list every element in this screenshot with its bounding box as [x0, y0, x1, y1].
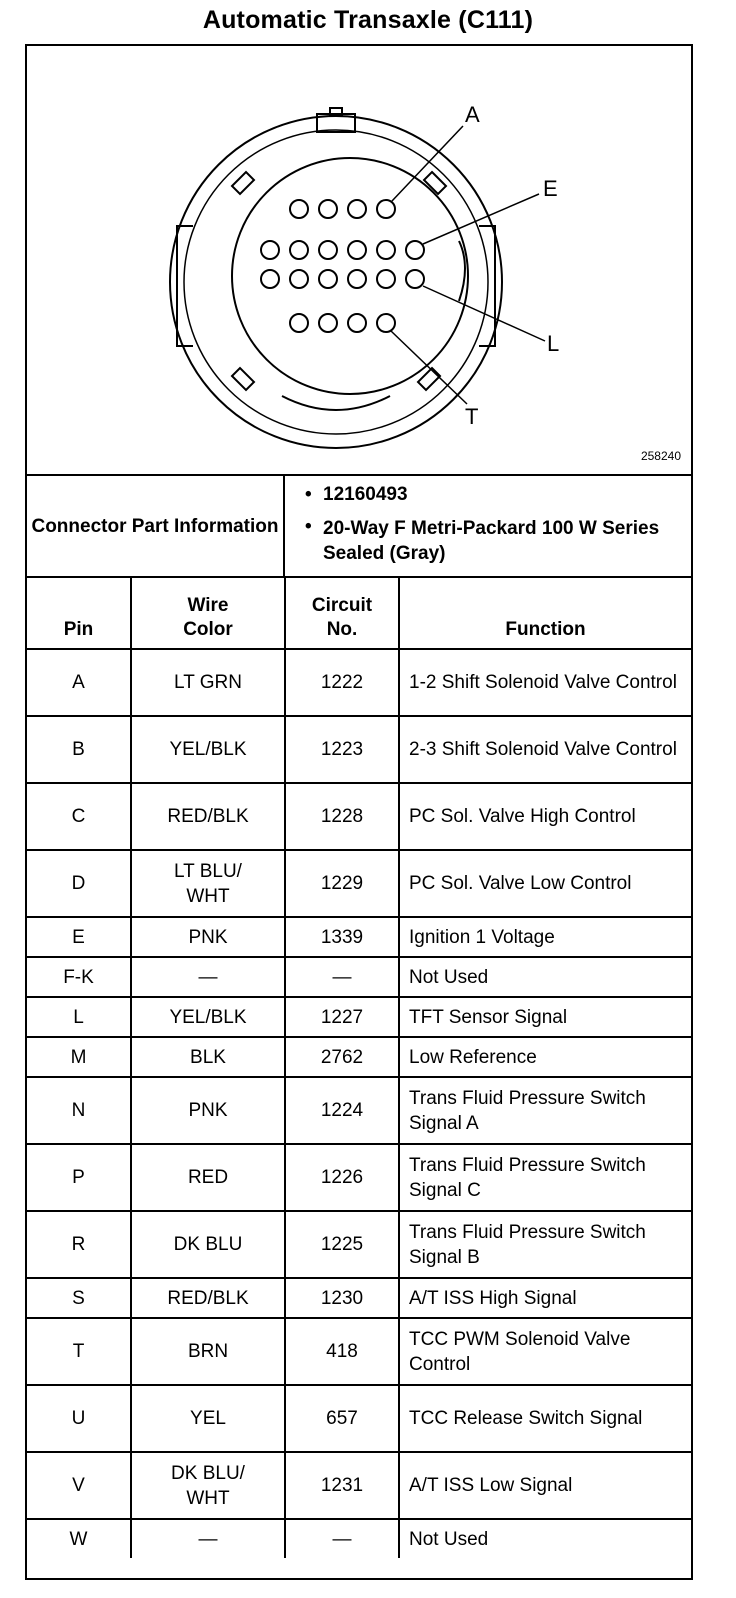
wire-color-cell: YEL [131, 1385, 285, 1452]
circuit-cell: 1222 [285, 649, 399, 716]
table-row [27, 1452, 691, 1519]
wire-color-cell: RED [131, 1144, 285, 1211]
table-row [27, 1318, 691, 1385]
table-row [27, 957, 691, 997]
pinout-table [27, 578, 691, 1558]
wire-color-cell: PNK [131, 1077, 285, 1144]
table-row [27, 716, 691, 783]
header-wire-color: Wire Color [131, 578, 285, 649]
leader-t [391, 331, 467, 404]
connector-info-details [285, 476, 691, 576]
connector-face-drawing [27, 46, 691, 474]
pin-cavities [261, 200, 424, 332]
circuit-cell: 1339 [285, 917, 399, 957]
circuit-cell: — [285, 957, 399, 997]
function-cell: 2-3 Shift Solenoid Valve Control [399, 716, 691, 783]
connector-diagram [27, 46, 691, 476]
wire-color-cell: YEL/BLK [131, 716, 285, 783]
function-cell: Low Reference [399, 1037, 691, 1077]
circuit-cell: — [285, 1519, 399, 1558]
header-pin: Pin [27, 578, 131, 649]
pin-cell: U [27, 1385, 131, 1452]
function-cell: A/T ISS Low Signal [399, 1452, 691, 1519]
function-cell: A/T ISS High Signal [399, 1278, 691, 1318]
wire-color-cell: — [131, 1519, 285, 1558]
circuit-cell: 1227 [285, 997, 399, 1037]
wire-color-cell: DK BLU [131, 1211, 285, 1278]
wire-color-cell: RED/BLK [131, 1278, 285, 1318]
pin-cell: N [27, 1077, 131, 1144]
table-row [27, 1037, 691, 1077]
pin-cell: W [27, 1519, 131, 1558]
pin-cell: V [27, 1452, 131, 1519]
wire-color-cell: RED/BLK [131, 783, 285, 850]
function-cell: Trans Fluid Pressure Switch Signal B [399, 1211, 691, 1278]
function-cell: Ignition 1 Voltage [399, 917, 691, 957]
pin-cell: A [27, 649, 131, 716]
page-title: Automatic Transaxle (C111) [202, 6, 534, 34]
callout-a: A [465, 102, 480, 127]
callout-l: L [547, 331, 560, 356]
table-row [27, 1144, 691, 1211]
connector-part-info [27, 476, 691, 578]
function-cell: Not Used [399, 957, 691, 997]
wire-color-cell: BRN [131, 1318, 285, 1385]
connector-type: 20-Way F Metri-Packard 100 W Series Sealed (Gray) [323, 518, 660, 564]
wire-color-cell: — [131, 957, 285, 997]
callout-t: T [465, 404, 479, 429]
circuit-cell: 1226 [285, 1144, 399, 1211]
figure-number: 258240 [640, 449, 681, 463]
pin-cell: E [27, 917, 131, 957]
notch-left-bottom [232, 368, 254, 390]
circuit-cell: 1224 [285, 1077, 399, 1144]
function-cell: PC Sol. Valve Low Control [399, 850, 691, 917]
pin-cell: P [27, 1144, 131, 1211]
function-cell: Trans Fluid Pressure Switch Signal C [399, 1144, 691, 1211]
function-cell: TCC Release Switch Signal [399, 1385, 691, 1452]
part-number: 12160493 [323, 484, 408, 505]
circuit-cell: 1229 [285, 850, 399, 917]
function-cell: 1-2 Shift Solenoid Valve Control [399, 649, 691, 716]
wire-color-cell: PNK [131, 917, 285, 957]
table-row [27, 1519, 691, 1558]
function-cell: PC Sol. Valve High Control [399, 783, 691, 850]
table-row [27, 850, 691, 917]
table-row [27, 1385, 691, 1452]
pin-cell: R [27, 1211, 131, 1278]
connector-sheet [25, 44, 693, 1580]
circuit-cell: 1231 [285, 1452, 399, 1519]
pin-cell: B [27, 716, 131, 783]
circuit-cell: 2762 [285, 1037, 399, 1077]
pin-cell: F-K [27, 957, 131, 997]
wire-color-cell: LT BLU/ WHT [131, 850, 285, 917]
circuit-cell: 1228 [285, 783, 399, 850]
function-cell: TCC PWM Solenoid Valve Control [399, 1318, 691, 1385]
circuit-cell: 1225 [285, 1211, 399, 1278]
leader-l [423, 286, 545, 341]
bullet-icon: • [305, 516, 312, 537]
pin-cell: M [27, 1037, 131, 1077]
wire-color-cell: YEL/BLK [131, 997, 285, 1037]
bottom-key [282, 396, 390, 410]
table-row [27, 917, 691, 957]
circuit-cell: 418 [285, 1318, 399, 1385]
table-row [27, 1278, 691, 1318]
table-row [27, 783, 691, 850]
header-circuit-no: Circuit No. [285, 578, 399, 649]
wire-color-cell: BLK [131, 1037, 285, 1077]
notch-right-top [424, 172, 446, 194]
circuit-cell: 657 [285, 1385, 399, 1452]
pin-cell: T [27, 1318, 131, 1385]
header-function: Function [399, 578, 691, 649]
table-row [27, 649, 691, 716]
pin-cell: L [27, 997, 131, 1037]
wire-color-cell: LT GRN [131, 649, 285, 716]
notch-right-bottom [418, 368, 440, 390]
function-cell: Not Used [409, 1528, 489, 1550]
callout-e: E [543, 176, 558, 201]
table-header-row [27, 578, 691, 649]
table-row [27, 1077, 691, 1144]
circuit-cell: 1223 [285, 716, 399, 783]
table-row [27, 1211, 691, 1278]
pin-cell: D [27, 850, 131, 917]
connector-info-label: Connector Part Information [27, 476, 285, 576]
circuit-cell: 1230 [285, 1278, 399, 1318]
function-cell: TFT Sensor Signal [399, 997, 691, 1037]
function-cell: Trans Fluid Pressure Switch Signal A [399, 1077, 691, 1144]
notch-left-top [232, 172, 254, 194]
pin-cell: S [27, 1278, 131, 1318]
table-row [27, 997, 691, 1037]
pin-cell: C [27, 783, 131, 850]
wire-color-cell: DK BLU/ WHT [131, 1452, 285, 1519]
bullet-icon: • [305, 484, 312, 505]
